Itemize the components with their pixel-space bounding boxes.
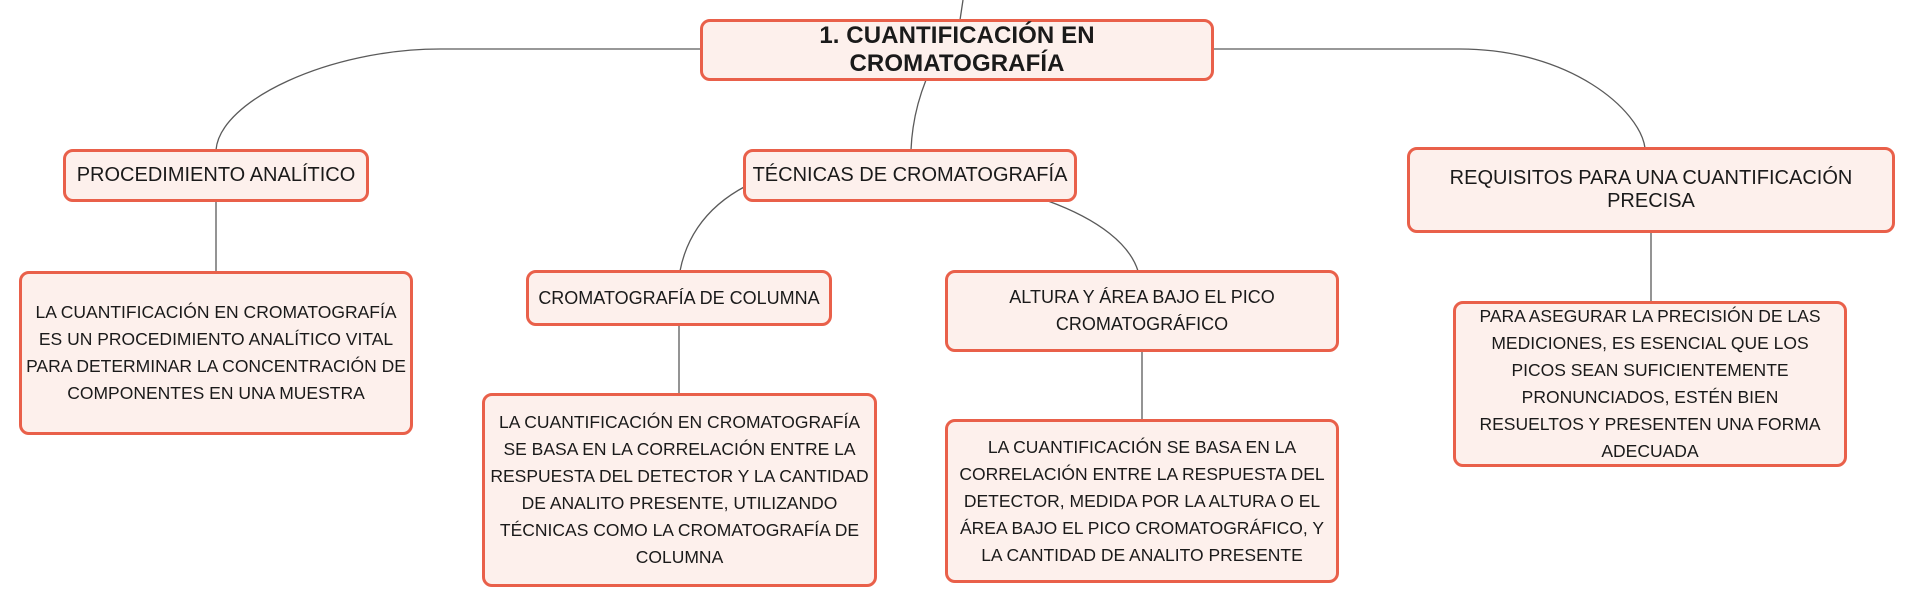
desc-requisitos-cuantificacion[interactable] xyxy=(1453,301,1847,467)
subtopic-cromatografia-columna[interactable] xyxy=(526,270,832,326)
connector-root-to-requisitos xyxy=(1214,49,1645,148)
connector-parent-to-root xyxy=(960,0,963,20)
subtopic-cromatografia-columna-label: CROMATOGRAFÍA DE COLUMNA xyxy=(538,287,820,308)
connector-tecnicas-to-altura xyxy=(1048,201,1138,271)
root-node[interactable] xyxy=(700,19,1214,81)
topic-requisitos-cuantificacion-label: REQUISITOS PARA UNA CUANTIFICACIÓN PRECISA xyxy=(1449,167,1853,212)
root-node-label: 1. CUANTIFICACIÓN EN CROMATOGRAFÍA xyxy=(819,22,1095,77)
desc-altura-area-pico-text: LA CUANTIFICACIÓN SE BASA EN LA CORRELACIÓN ENTRE LA RESPUESTA DEL DETECTOR, MEDIDA POR LA ALTURA O EL ÁREA BAJO EL PICO CROMATOGRÁFICO, Y LA CANTIDAD DE ANALITO PRESENTE xyxy=(959,436,1325,565)
desc-procedimiento-analitico-text: LA CUANTIFICACIÓN EN CROMATOGRAFÍA ES UN PROCEDIMIENTO ANALÍTICO VITAL PARA DETERMINAR LA CONCENTRACIÓN DE COMPONENTES EN UNA MUESTRA xyxy=(26,302,406,403)
topic-tecnicas-cromatografia[interactable] xyxy=(743,149,1077,202)
topic-procedimiento-analitico-label: PROCEDIMIENTO ANALÍTICO xyxy=(76,164,356,186)
desc-cromatografia-columna[interactable] xyxy=(482,393,877,587)
topic-requisitos-cuantificacion[interactable] xyxy=(1407,147,1895,233)
connector-root-to-tecnicas xyxy=(911,80,926,150)
desc-cromatografia-columna-text: LA CUANTIFICACIÓN EN CROMATOGRAFÍA SE BASA EN LA CORRELACIÓN ENTRE LA RESPUESTA DEL DETECTOR Y LA CANTIDAD DE ANALITO PRESENTE, UTILIZANDO TÉCNICAS COMO LA CROMATOGRAFÍA DE COLUMNA xyxy=(490,412,869,567)
subtopic-altura-area-pico[interactable] xyxy=(945,270,1339,352)
desc-procedimiento-analitico[interactable] xyxy=(19,271,413,435)
desc-requisitos-cuantificacion-text: PARA ASEGURAR LA PRECISIÓN DE LAS MEDICIONES, ES ESENCIAL QUE LOS PICOS SEAN SUFICIENTEMENTE PRONUNCIADOS, ESTÉN BIEN RESUELTOS Y PRESENTEN UNA FORMA ADECUADA xyxy=(1479,306,1821,461)
topic-tecnicas-cromatografia-label: TÉCNICAS DE CROMATOGRAFÍA xyxy=(752,164,1068,186)
subtopic-altura-area-pico-label: ALTURA Y ÁREA BAJO EL PICO CROMATOGRÁFICO xyxy=(1009,287,1275,334)
desc-altura-area-pico[interactable] xyxy=(945,419,1339,583)
connector-tecnicas-to-columna xyxy=(680,186,746,271)
topic-procedimiento-analitico[interactable] xyxy=(63,149,369,202)
connector-root-to-procedimiento xyxy=(216,49,702,150)
